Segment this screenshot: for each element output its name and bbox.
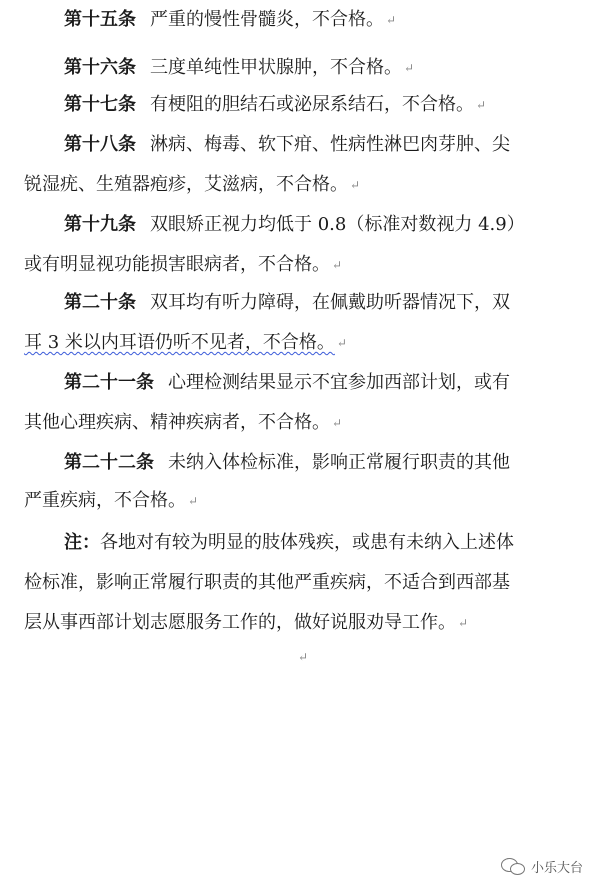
article-15: [64, 8, 584, 32]
article-text: 心理检测结果显示不宜参加西部计划，或有: [168, 372, 510, 393]
article-text: 锐湿疣、生殖器疱疹，艾滋病，不合格。: [24, 174, 348, 195]
article-20: [64, 291, 584, 315]
article-16: [64, 56, 584, 80]
paragraph-mark-icon: ↵: [476, 98, 487, 112]
article-19: [64, 213, 584, 237]
paragraph-mark-icon: ↵: [332, 258, 343, 272]
note-text: 各地对有较为明显的肢体残疾，或患有未纳入上述体: [100, 532, 514, 553]
article-20-continuation: [24, 331, 584, 355]
article-text: 有梗阻的胆结石或泌尿系结石，不合格。: [150, 94, 474, 115]
paragraph-mark-icon: ↵: [350, 178, 361, 192]
wechat-icon: [501, 856, 525, 876]
article-text: 三度单纯性甲状腺肿，不合格。: [150, 57, 402, 78]
article-text: 耳 3 米以内耳语仍听不见者，不合格。: [24, 332, 335, 353]
article-number: 第十八条: [64, 134, 136, 155]
article-19-continuation: [24, 253, 584, 277]
paragraph-mark-icon: ↵: [404, 61, 415, 75]
article-number: 第二十二条: [64, 452, 154, 473]
article-22-continuation: [24, 489, 584, 513]
paragraph-mark-icon: ↵: [336, 336, 347, 350]
article-text: 严重的慢性骨髓炎，不合格。: [150, 9, 384, 30]
article-21-continuation: [24, 411, 584, 435]
watermark: [501, 856, 583, 876]
article-text: 双耳均有听力障碍，在佩戴助听器情况下，双: [150, 292, 510, 313]
paragraph-mark-icon: ↵: [188, 494, 199, 508]
article-17: [64, 93, 584, 117]
paragraph-mark-icon: ↵: [298, 650, 309, 664]
article-number: 第十九条: [64, 214, 136, 235]
article-text: 淋病、梅毒、软下疳、性病性淋巴肉芽肿、尖: [150, 134, 510, 155]
article-text: 未纳入体检标准，影响正常履行职责的其他: [168, 452, 510, 473]
watermark-text: 小乐大台: [530, 860, 583, 876]
article-number: 第二十条: [64, 292, 136, 313]
note: [64, 531, 584, 555]
article-text: 双眼矫正视力均低于 0.8（标准对数视力 4.9）: [150, 214, 525, 235]
article-text: 或有明显视功能损害眼病者，不合格。: [24, 254, 330, 275]
note-label: 注：: [64, 532, 100, 553]
note-text: 层从事西部计划志愿服务工作的，做好说服劝导工作。: [24, 612, 456, 633]
note-text: 检标准，影响正常履行职责的其他严重疾病，不适合到西部基: [24, 572, 510, 593]
article-text: 严重疾病，不合格。: [24, 490, 186, 511]
article-18-continuation: [24, 173, 584, 197]
article-21: [64, 371, 584, 395]
article-text: 其他心理疾病、精神疾病者，不合格。: [24, 412, 330, 433]
article-number: 第十六条: [64, 57, 136, 78]
paragraph-mark-icon: ↵: [386, 13, 397, 27]
note-continuation: [24, 571, 584, 595]
paragraph-mark-icon: ↵: [458, 616, 469, 630]
article-number: 第二十一条: [64, 372, 154, 393]
note-continuation: [24, 611, 584, 635]
article-number: 第十五条: [64, 9, 136, 30]
paragraph-mark-icon: ↵: [332, 416, 343, 430]
article-number: 第十七条: [64, 94, 136, 115]
article-22: [64, 451, 584, 475]
article-18: [64, 133, 584, 157]
